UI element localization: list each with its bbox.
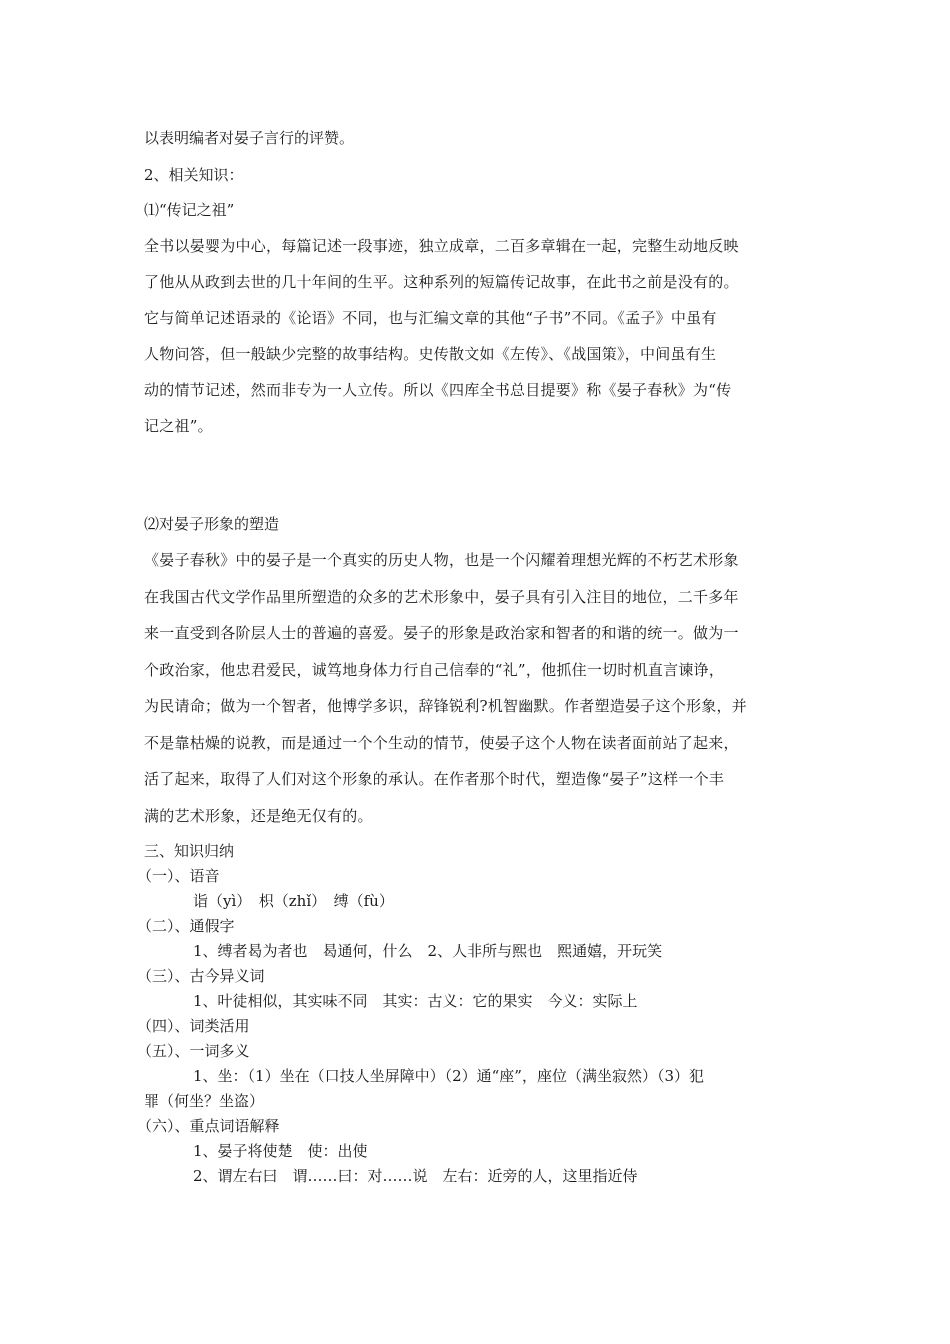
paragraph-line: 满的艺术形象，还是绝无仅有的。 xyxy=(144,807,373,825)
paragraph-line: 全书以晏婴为中心，每篇记述一段事迹，独立成章，二百多章辑在一起，完整生动地反映 xyxy=(144,237,739,255)
paragraph-line: 来一直受到各阶层人士的普遍的喜爱。晏子的形象是政治家和智者的和谐的统一。做为一 xyxy=(144,624,739,642)
paragraph-line: 人物问答，但一般缺少完整的故事结构。史传散文如《左传》、《战国策》，中间虽有生 xyxy=(144,345,717,363)
item-content: 2、谓左右曰 谓……曰：对……说 左右：近旁的人，这里指近侍 xyxy=(193,1167,638,1185)
paragraph-line: 活了起来，取得了人们对这个形象的承认。在作者那个时代，塑造像“晏子”这样一个丰 xyxy=(144,770,725,788)
item-label: （四）、词类活用 xyxy=(137,1017,250,1035)
paragraph-line: 在我国古代文学作品里所塑造的众多的艺术形象中，晏子具有引入注目的地位，二千多年 xyxy=(144,588,739,606)
paragraph-line: 为民请命；做为一个智者，他博学多识，辞锋锐利?机智幽默。作者塑造晏子这个形象，并 xyxy=(144,697,748,715)
item-content: 1、晏子将使楚 使：出使 xyxy=(193,1142,368,1160)
paragraph-line: 它与简单记述语录的《论语》不同，也与汇编文章的其他“子书”不同。《孟子》中虽有 xyxy=(144,309,717,327)
item-label: （五）、一词多义 xyxy=(137,1042,250,1060)
item-content: 诣（yì） 枳（zhǐ） 缚（fù） xyxy=(193,892,394,910)
sub2-heading: ⑵对晏子形象的塑造 xyxy=(144,515,280,533)
item-content: 1、坐：（1）坐在（口技人坐屏障中）（2）通“座”，座位（满坐寂然）（3）犯 xyxy=(193,1067,705,1085)
section2-heading: 2、相关知识： xyxy=(144,166,244,184)
item-content: 1、缚者曷为者也 曷通何，什么 2、人非所与熙也 熙通嬉，开玩笑 xyxy=(193,942,663,960)
sub1-heading: ⑴“传记之祖” xyxy=(144,201,235,219)
item-continuation: 罪（何坐？坐盗） xyxy=(144,1092,265,1110)
intro-line: 以表明编者对晏子言行的评赞。 xyxy=(144,129,355,147)
paragraph-line: 记之祖”。 xyxy=(144,417,213,435)
paragraph-line: 了他从从政到去世的几十年间的生平。这种系列的短篇传记故事，在此书之前是没有的。 xyxy=(144,273,739,291)
paragraph-line: 个政治家，他忠君爱民，诚笃地身体力行自己信奉的“礼”，他抓住一切时机直言谏诤， xyxy=(144,661,725,679)
paragraph-line: 动的情节记述，然而非专为一人立传。所以《四库全书总目提要》称《晏子春秋》为“传 xyxy=(144,381,732,399)
paragraph-line: 《晏子春秋》中的晏子是一个真实的历史人物，也是一个闪耀着理想光辉的不朽艺术形象 xyxy=(144,551,739,569)
paragraph-line: 不是靠枯燥的说教，而是通过一个个生动的情节，使晏子这个人物在读者面前站了起来， xyxy=(144,734,739,752)
item-label: （二）、通假字 xyxy=(137,917,235,935)
item-label: （一）、语音 xyxy=(137,867,220,885)
item-content: 1、叶徒相似，其实味不同 其实：古义：它的果实 今义：实际上 xyxy=(193,992,638,1010)
item-label: （三）、古今异义词 xyxy=(137,967,265,985)
section3-heading: 三、知识归纳 xyxy=(144,842,235,860)
item-label: （六）、重点词语解释 xyxy=(137,1117,280,1135)
